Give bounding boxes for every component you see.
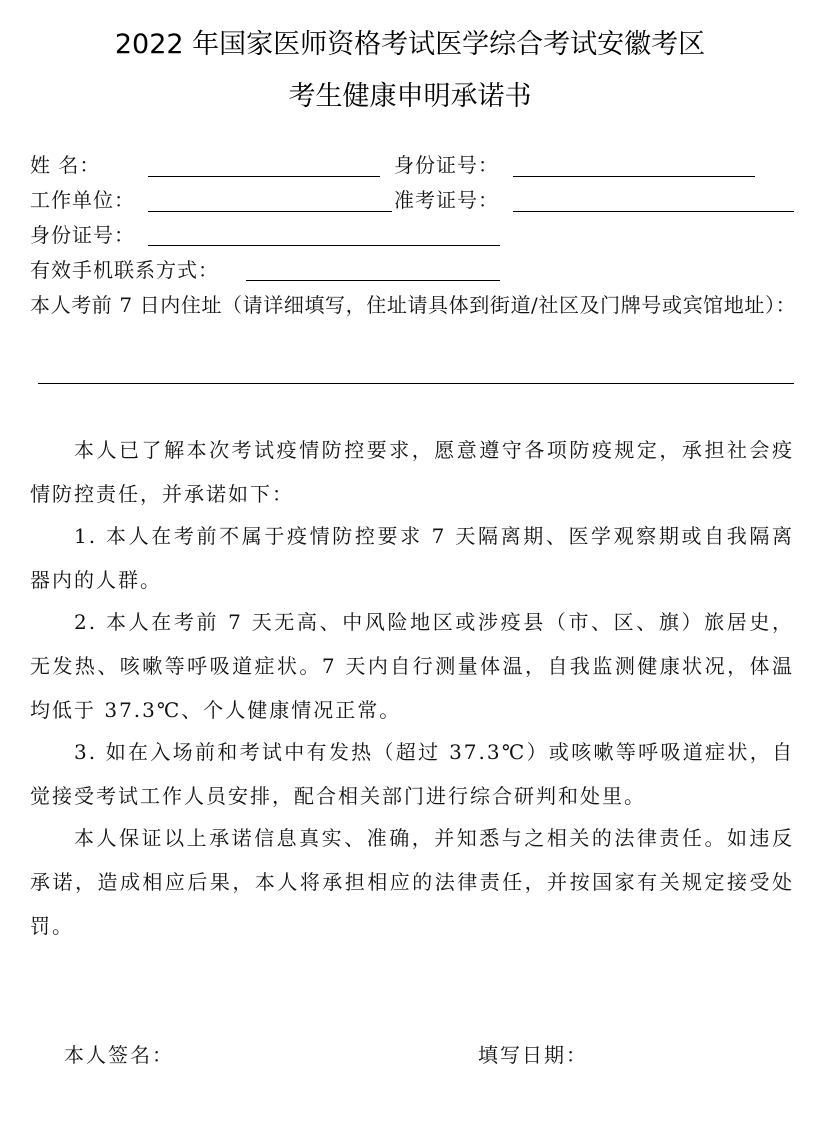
admission-ticket-field-line[interactable] <box>513 211 794 212</box>
phone-label: 有效手机联系方式： <box>30 258 219 282</box>
date-label: 填写日期： <box>478 1043 588 1067</box>
intro-paragraph: 本人已了解本次考试疫情防控要求，愿意遵守各项防疫规定，承担社会疫情防控责任，并承诺如下： <box>30 438 794 506</box>
phone-field-line[interactable] <box>246 280 500 281</box>
address-label: 本人考前 7 日内住址（请详细填写，住址请具体到街道/社区及门牌号或宾馆地址）： <box>30 293 797 317</box>
commitment-item-1: 1. 本人在考前不属于疫情防控要求 7 天隔离期、医学观察期或自我隔离器内的人群。 <box>30 524 794 592</box>
document-title-line1: 2022 年国家医师资格考试医学综合考试安徽考区 <box>114 29 706 60</box>
id-number-label-right: 身份证号： <box>394 153 499 177</box>
id-number-label: 身份证号： <box>30 223 135 247</box>
name-label: 姓 名： <box>30 153 101 177</box>
work-unit-label: 工作单位： <box>30 188 135 212</box>
signature-label: 本人签名： <box>64 1043 174 1067</box>
id-number-field-line-right[interactable] <box>513 176 755 177</box>
document-title-line2: 考生健康申明承诺书 <box>288 81 532 112</box>
address-field-line[interactable] <box>38 383 794 384</box>
id-number-field-line[interactable] <box>148 245 500 246</box>
closing-paragraph: 本人保证以上承诺信息真实、准确，并知悉与之相关的法律责任。如违反承诺，造成相应后果，本人将承担相应的法律责任，并按国家有关规定接受处罚。 <box>30 826 794 938</box>
commitment-item-3: 3. 如在入场前和考试中有发热（超过 37.3℃）或咳嗽等呼吸道症状，自觉接受考试工作人员安排，配合相关部门进行综合研判和处里。 <box>30 740 794 808</box>
admission-ticket-label: 准考证号： <box>394 188 499 212</box>
commitment-item-2: 2. 本人在考前 7 天无高、中风险地区或涉疫县（市、区、旗）旅居史，无发热、咳嗽等呼吸道症状。7 天内自行测量体温，自我监测健康状况，体温均低于 37.3℃、个人健康情况正常。 <box>30 610 794 722</box>
work-unit-field-line[interactable] <box>148 211 392 212</box>
name-field-line[interactable] <box>148 176 380 177</box>
